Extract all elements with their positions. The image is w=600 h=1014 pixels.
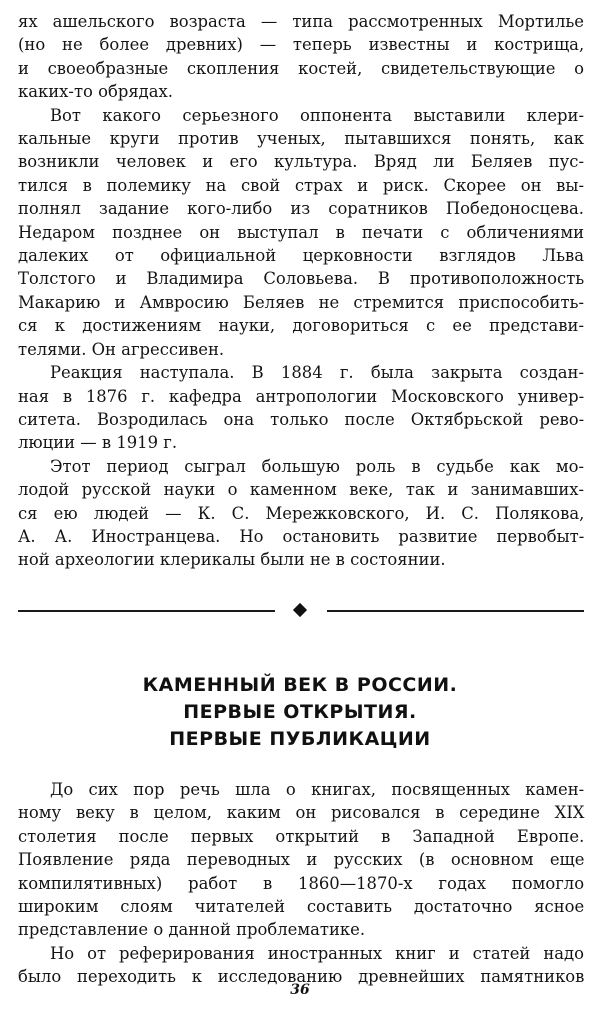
text-line: Макарию и Амвросию Беляев не стремится приспособить- <box>18 292 584 312</box>
text-line: лодой русской науки о каменном веке, так и занимавших- <box>18 480 585 500</box>
text-line: ситета. Возродилась она только после Октябрьской рево- <box>18 409 585 429</box>
text-line: люции — в 1919 г. <box>18 433 178 453</box>
chapter-heading <box>0 672 600 753</box>
paragraph-5 <box>18 778 584 942</box>
page-number: 36 <box>290 982 310 998</box>
text-line: До сих пор речь шла о книгах, посвященных камен- <box>50 780 585 799</box>
text-line: Но от реферирования иностранных книг и статей надо <box>50 943 584 963</box>
section-divider <box>18 605 584 617</box>
paragraph-2 <box>18 104 584 361</box>
paragraph-1 <box>18 10 584 104</box>
text-line: телями. Он агрессивен. <box>18 339 225 359</box>
text-line: Этот период сыграл большую роль в судьбе как мо- <box>50 456 584 476</box>
text-line: ся ею людей — К. С. Мережковского, И. С. Полякова, <box>18 503 585 523</box>
text-line: ной археологии клерикалы были не в состоянии. <box>18 550 446 570</box>
text-line: кальные круги против ученых, пытавшихся понять, как <box>18 129 584 149</box>
text-line: тился в полемику на свой страх и риск. Скорее он вы- <box>18 175 584 195</box>
text-line: Реакция наступала. В 1884 г. была закрыта создан- <box>50 363 584 383</box>
divider-rule-left <box>18 610 275 612</box>
text-line: ная в 1876 г. кафедра антропологии Московского универ- <box>18 386 585 406</box>
text-line: Появление ряда переводных и русских (в основном еще <box>18 850 585 870</box>
text-line: ся к достижениям науки, договориться с ее представи- <box>18 316 584 336</box>
text-line: и своеобразные скопления костей, свидетельствующие о <box>18 58 584 78</box>
text-line: (но не более древних) — теперь известны и кострища, <box>18 35 585 55</box>
bottom-text-section <box>18 778 584 989</box>
text-line: широким слоям читателей составить достаточно ясное <box>18 897 585 917</box>
text-line: возникли человек и его культура. Вряд ли Беляев пус- <box>18 152 584 172</box>
text-line: далеких от официальной церковности взглядов Льва <box>18 246 584 266</box>
text-line: Толстого и Владимира Соловьева. В противоположность <box>18 269 585 289</box>
diamond-ornament-icon <box>293 603 307 617</box>
text-line: ях ашельского возраста — типа рассмотренных Мортилье <box>18 12 584 31</box>
chapter-heading-line: ПЕРВЫЕ ПУБЛИКАЦИИ <box>169 728 431 750</box>
paragraph-4 <box>18 455 584 572</box>
text-line: Вот какого серьезного оппонента выставили клери- <box>50 105 584 125</box>
text-line: представление о данной проблематике. <box>18 920 366 940</box>
text-line: компилятивных) работ в 1860—1870-х годах помогло <box>18 873 585 893</box>
text-line: столетия после первых открытий в Западной Европе. <box>18 826 585 846</box>
paragraph-3 <box>18 361 584 455</box>
text-line: было переходить к исследованию древнейших памятников <box>18 967 585 987</box>
divider-rule-right <box>327 610 584 612</box>
text-line: Недаром позднее он выступал в печати с обличениями <box>18 222 584 242</box>
text-line: полнял задание кого-либо из соратников Победоносцева. <box>18 199 584 219</box>
top-text-section <box>18 10 584 572</box>
chapter-heading-line: ПЕРВЫЕ ОТКРЫТИЯ. <box>183 701 417 723</box>
chapter-heading-line: КАМЕННЫЙ ВЕК В РОССИИ. <box>142 674 458 696</box>
text-line: А. А. Иностранцева. Но остановить развитие первобыт- <box>18 526 585 546</box>
text-line: каких-то обрядах. <box>18 82 173 102</box>
text-line: ному веку в целом, каким он рисовался в середине XIX <box>18 803 585 823</box>
